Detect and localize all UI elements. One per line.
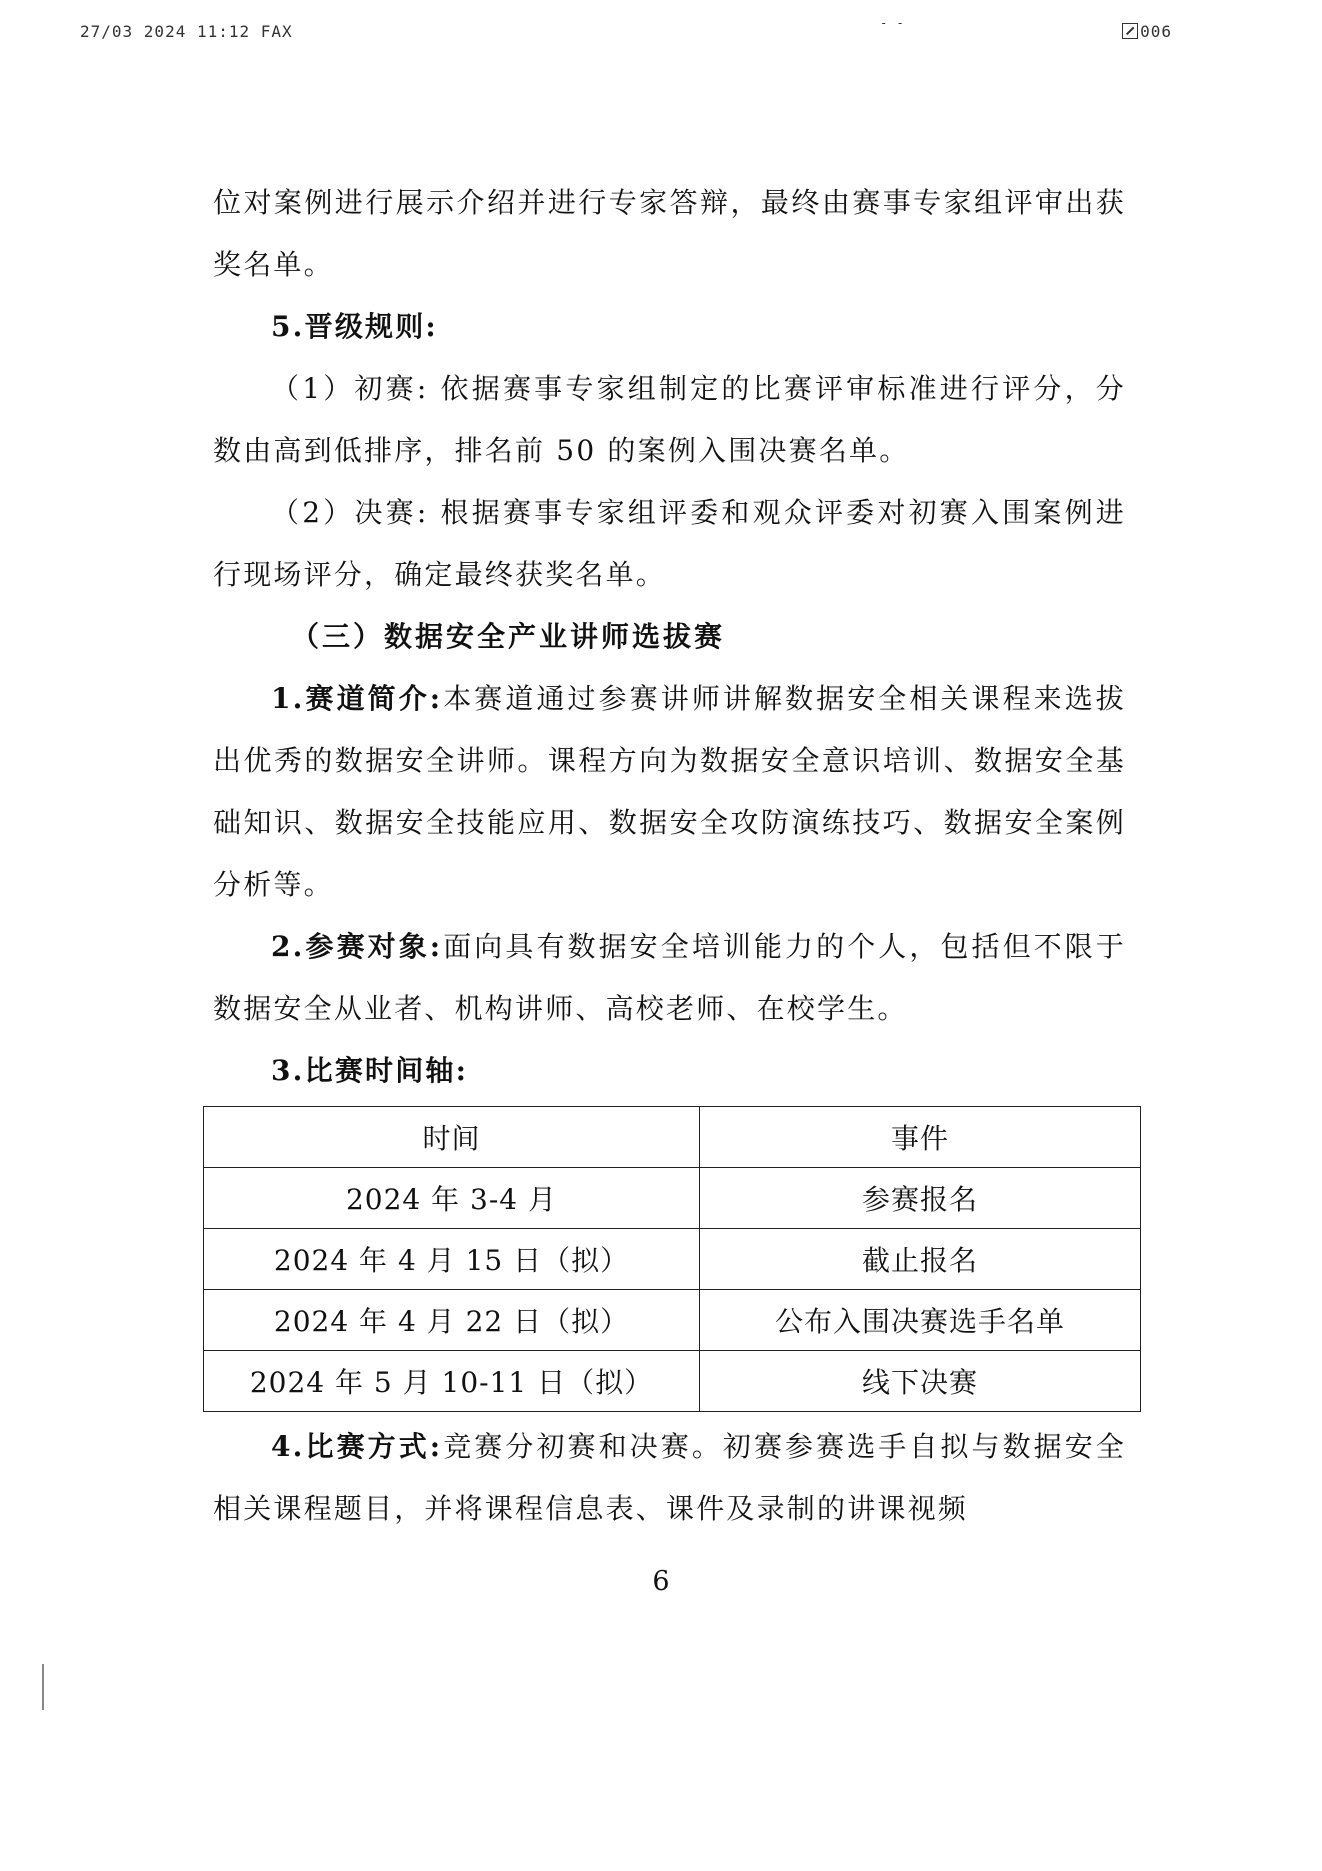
table-cell-time: 2024 年 4 月 15 日（拟） — [204, 1229, 700, 1290]
paragraph-continuation: 位对案例进行展示介绍并进行专家答辩，最终由赛事专家组评审出获奖名单。 — [213, 186, 1126, 281]
competition-format — [213, 1416, 1126, 1540]
rules-heading: 5.晋级规则: — [271, 310, 438, 343]
track-intro-label: 1.赛道简介: — [271, 682, 443, 715]
track-intro-text: 本赛道通过参赛讲师讲解数据安全相关课程来选拔出优秀的数据安全讲师。课程方向为数据安全意识培训、数据安全基础知识、数据安全技能应用、数据安全攻防演练技巧、数据安全案例分析等。 — [213, 682, 1126, 901]
header-time: 时间 — [204, 1107, 700, 1168]
page-number: 6 — [652, 1566, 670, 1597]
fax-mark: - - — [880, 16, 905, 30]
table-cell-time: 2024 年 4 月 22 日（拟） — [204, 1290, 700, 1351]
participants-label: 2.参赛对象: — [271, 930, 443, 963]
rule-preliminary: （1）初赛: 依据赛事专家组制定的比赛评审标准进行评分，分数由高到低排序，排名前 50 的案例入围决赛名单。 — [213, 372, 1126, 467]
table-row — [204, 1351, 1141, 1412]
table-cell-event: 线下决赛 — [700, 1351, 1141, 1412]
fax-page-indicator — [1122, 22, 1172, 41]
timeline-heading: 3.比赛时间轴: — [271, 1054, 469, 1087]
table-cell-time: 2024 年 5 月 10-11 日（拟） — [204, 1351, 700, 1412]
fax-page-count: 006 — [1140, 22, 1172, 41]
section-heading: （三）数据安全产业讲师选拔赛 — [291, 620, 726, 653]
header-event: 事件 — [700, 1107, 1141, 1168]
competition-format-label: 4.比赛方式: — [271, 1430, 443, 1463]
track-intro — [213, 668, 1126, 916]
table-header-row — [204, 1107, 1141, 1168]
fax-box-icon — [1122, 23, 1138, 39]
participants — [213, 916, 1126, 1040]
rule-final: （2）决赛: 根据赛事专家组评委和观众评委对初赛入围案例进行现场评分，确定最终获奖名单。 — [213, 496, 1126, 591]
timeline-table — [203, 1106, 1141, 1412]
fax-timestamp: 27/03 2024 11:12 FAX — [80, 22, 293, 41]
table-cell-event: 参赛报名 — [700, 1168, 1141, 1229]
table-row — [204, 1168, 1141, 1229]
table-row — [204, 1290, 1141, 1351]
table-cell-event: 公布入围决赛选手名单 — [700, 1290, 1141, 1351]
table-cell-event: 截止报名 — [700, 1229, 1141, 1290]
document-body — [213, 172, 1126, 1540]
table-row — [204, 1229, 1141, 1290]
competition-format-text: 竞赛分初赛和决赛。初赛参赛选手自拟与数据安全相关课程题目，并将课程信息表、课件及录制的讲课视频 — [213, 1430, 1126, 1525]
participants-text: 面向具有数据安全培训能力的个人，包括但不限于数据安全从业者、机构讲师、高校老师、在校学生。 — [213, 930, 1126, 1025]
scan-margin-mark — [42, 1664, 44, 1710]
table-cell-time: 2024 年 3-4 月 — [204, 1168, 700, 1229]
